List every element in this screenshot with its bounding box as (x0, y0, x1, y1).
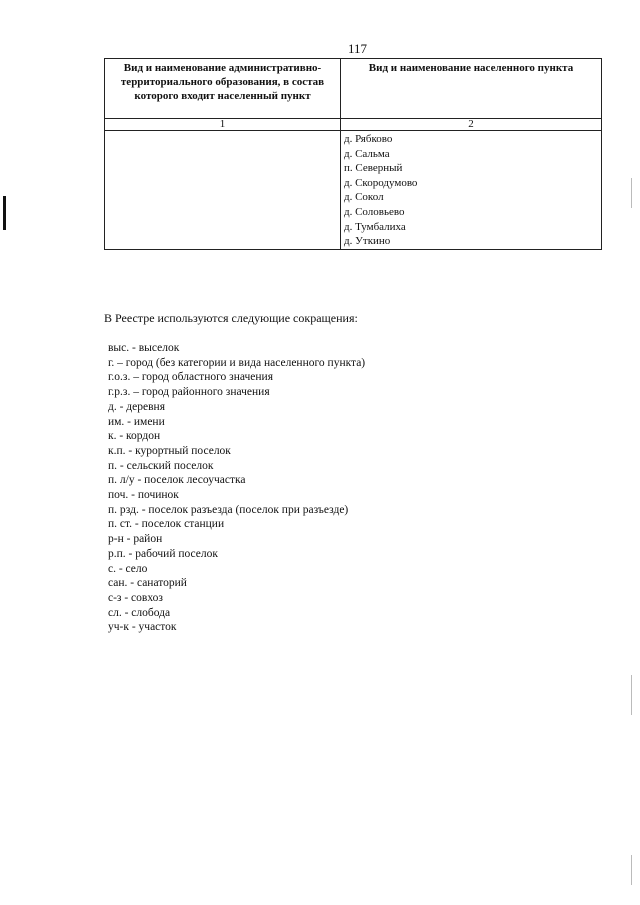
list-item: г.о.з. – город областного значения (108, 371, 273, 384)
settlement-list (341, 131, 601, 249)
list-item: с. - село (108, 562, 148, 575)
list-item: сан. - санаторий (108, 577, 187, 590)
column-number-2: 2 (341, 119, 602, 131)
page-number: 117 (347, 41, 368, 56)
list-item: п. л/у - поселок лесоучастка (108, 474, 246, 487)
list-item: г. – город (без категории и вида населенного пункта) (108, 356, 366, 369)
list-item: д. Скородумово (344, 176, 418, 189)
table-row (105, 131, 602, 250)
scan-mark-right-bottom (631, 855, 632, 885)
abbreviations-list (108, 341, 365, 635)
scan-mark-left (3, 196, 6, 230)
header-settlement-text: Вид и наименование населенного пункта (368, 62, 574, 74)
header-administrative-unit (105, 59, 341, 119)
abbreviations-intro: В Реестре используются следующие сокращения: (104, 311, 358, 325)
list-item: уч-к - участок (108, 621, 177, 634)
list-item: п. рзд. - поселок разъезда (поселок при разъезде) (108, 503, 349, 516)
list-item: п. - сельский поселок (108, 459, 214, 472)
list-item: п. Северный (344, 162, 403, 175)
column-number-1: 1 (105, 119, 341, 131)
list-item: д. Уткино (344, 235, 391, 248)
list-item: р.п. - рабочий поселок (108, 547, 218, 560)
list-item: д. Сальма (344, 147, 390, 160)
list-item: выс. - выселок (108, 342, 180, 354)
settlement-cell (341, 131, 602, 250)
list-item: к.п. - курортный поселок (108, 444, 231, 457)
header-administrative-unit-text: Вид и наименование административно-территориального образования, в состав которого входит населенный пункт (120, 62, 325, 102)
list-item: сл. - слобода (108, 606, 171, 619)
list-item: д. Соловьево (344, 205, 405, 218)
registry-table (104, 58, 602, 250)
table-header-row (105, 59, 602, 119)
list-item: д. Тумбалиха (344, 220, 406, 233)
list-item: д. Рябково (344, 133, 393, 145)
scan-mark-right-upper (631, 178, 632, 208)
header-settlement (341, 59, 602, 119)
list-item: р-н - район (108, 533, 163, 546)
list-item: д. - деревня (108, 400, 165, 413)
scan-mark-right-lower (631, 675, 632, 715)
list-item: к. - кордон (108, 430, 161, 443)
list-item: с-з - совхоз (108, 591, 163, 604)
list-item: поч. - починок (108, 489, 179, 502)
administrative-unit-cell (105, 131, 341, 250)
table-column-number-row (105, 119, 602, 131)
list-item: г.р.з. – город районного значения (108, 386, 270, 399)
list-item: им. - имени (108, 415, 165, 428)
list-item: д. Сокол (344, 191, 384, 204)
list-item: п. ст. - поселок станции (108, 518, 225, 531)
